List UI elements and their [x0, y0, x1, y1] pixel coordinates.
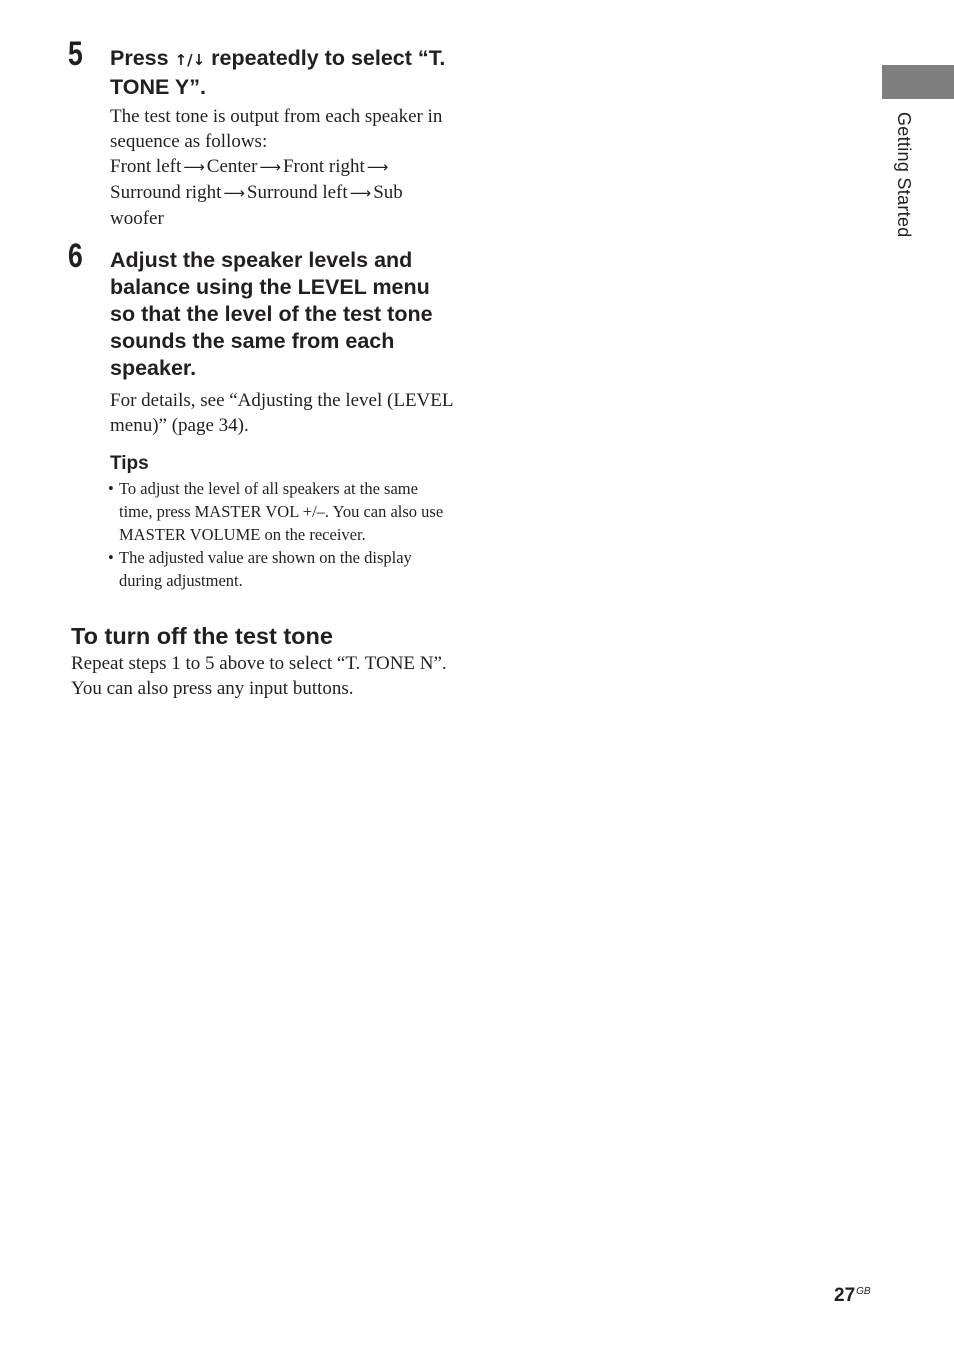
- page-number-value: 27: [834, 1285, 856, 1306]
- section-side-label: Getting Started: [894, 112, 914, 238]
- bullet-icon: •: [108, 479, 114, 498]
- bullet-icon: •: [108, 548, 114, 567]
- step-6-number: 6: [68, 237, 83, 275]
- speaker-sub-woofer: Sub woofer: [110, 182, 403, 229]
- step-5-title-prefix: Press: [110, 46, 175, 70]
- page-number: [834, 1280, 871, 1308]
- tip-text: To adjust the level of all speakers at the same time, press MASTER VOL +/–. You can also use MASTER VOLUME on the receiver.: [119, 479, 444, 544]
- speaker-surround-left: Surround left: [246, 182, 348, 203]
- up-down-arrow-icon: ↑/↓: [174, 51, 206, 69]
- tips-heading: Tips: [110, 453, 149, 474]
- tips-list: [108, 477, 453, 592]
- step-6-body: For details, see “Adjusting the level (LEVEL menu)” (page 34).: [110, 390, 453, 436]
- section-tab-marker: [882, 65, 954, 99]
- tip-text: The adjusted value are shown on the display during adjustment.: [119, 548, 412, 590]
- right-arrow-icon: ⟶: [183, 158, 205, 176]
- section-body: Repeat steps 1 to 5 above to select “T. TONE N”. You can also press any input buttons.: [71, 653, 447, 699]
- speaker-front-right: Front right: [282, 156, 365, 177]
- step-5-title: [110, 45, 455, 101]
- step-5-body: [110, 104, 455, 231]
- right-arrow-icon: ⟶: [259, 158, 281, 176]
- tip-item: [108, 546, 453, 592]
- step-5-number: 5: [68, 35, 83, 73]
- right-arrow-icon: ⟶: [223, 184, 245, 202]
- step-5-title-suffix: repeatedly to select “T. TONE Y”.: [110, 46, 446, 99]
- speaker-center: Center: [206, 156, 258, 177]
- step-5-intro: The test tone is output from each speaker in sequence as follows:: [110, 106, 443, 152]
- speaker-surround-right: Surround right: [110, 182, 222, 203]
- tip-item: [108, 477, 453, 546]
- right-arrow-icon: ⟶: [366, 158, 389, 176]
- right-arrow-icon: ⟶: [349, 184, 372, 202]
- section-heading: To turn off the test tone: [71, 623, 333, 649]
- page-number-suffix: GB: [856, 1286, 871, 1297]
- step-6-title: Adjust the speaker levels and balance using the LEVEL menu so that the level of the test tone sounds the same from each speaker.: [110, 248, 433, 380]
- speaker-front-left: Front left: [110, 156, 182, 177]
